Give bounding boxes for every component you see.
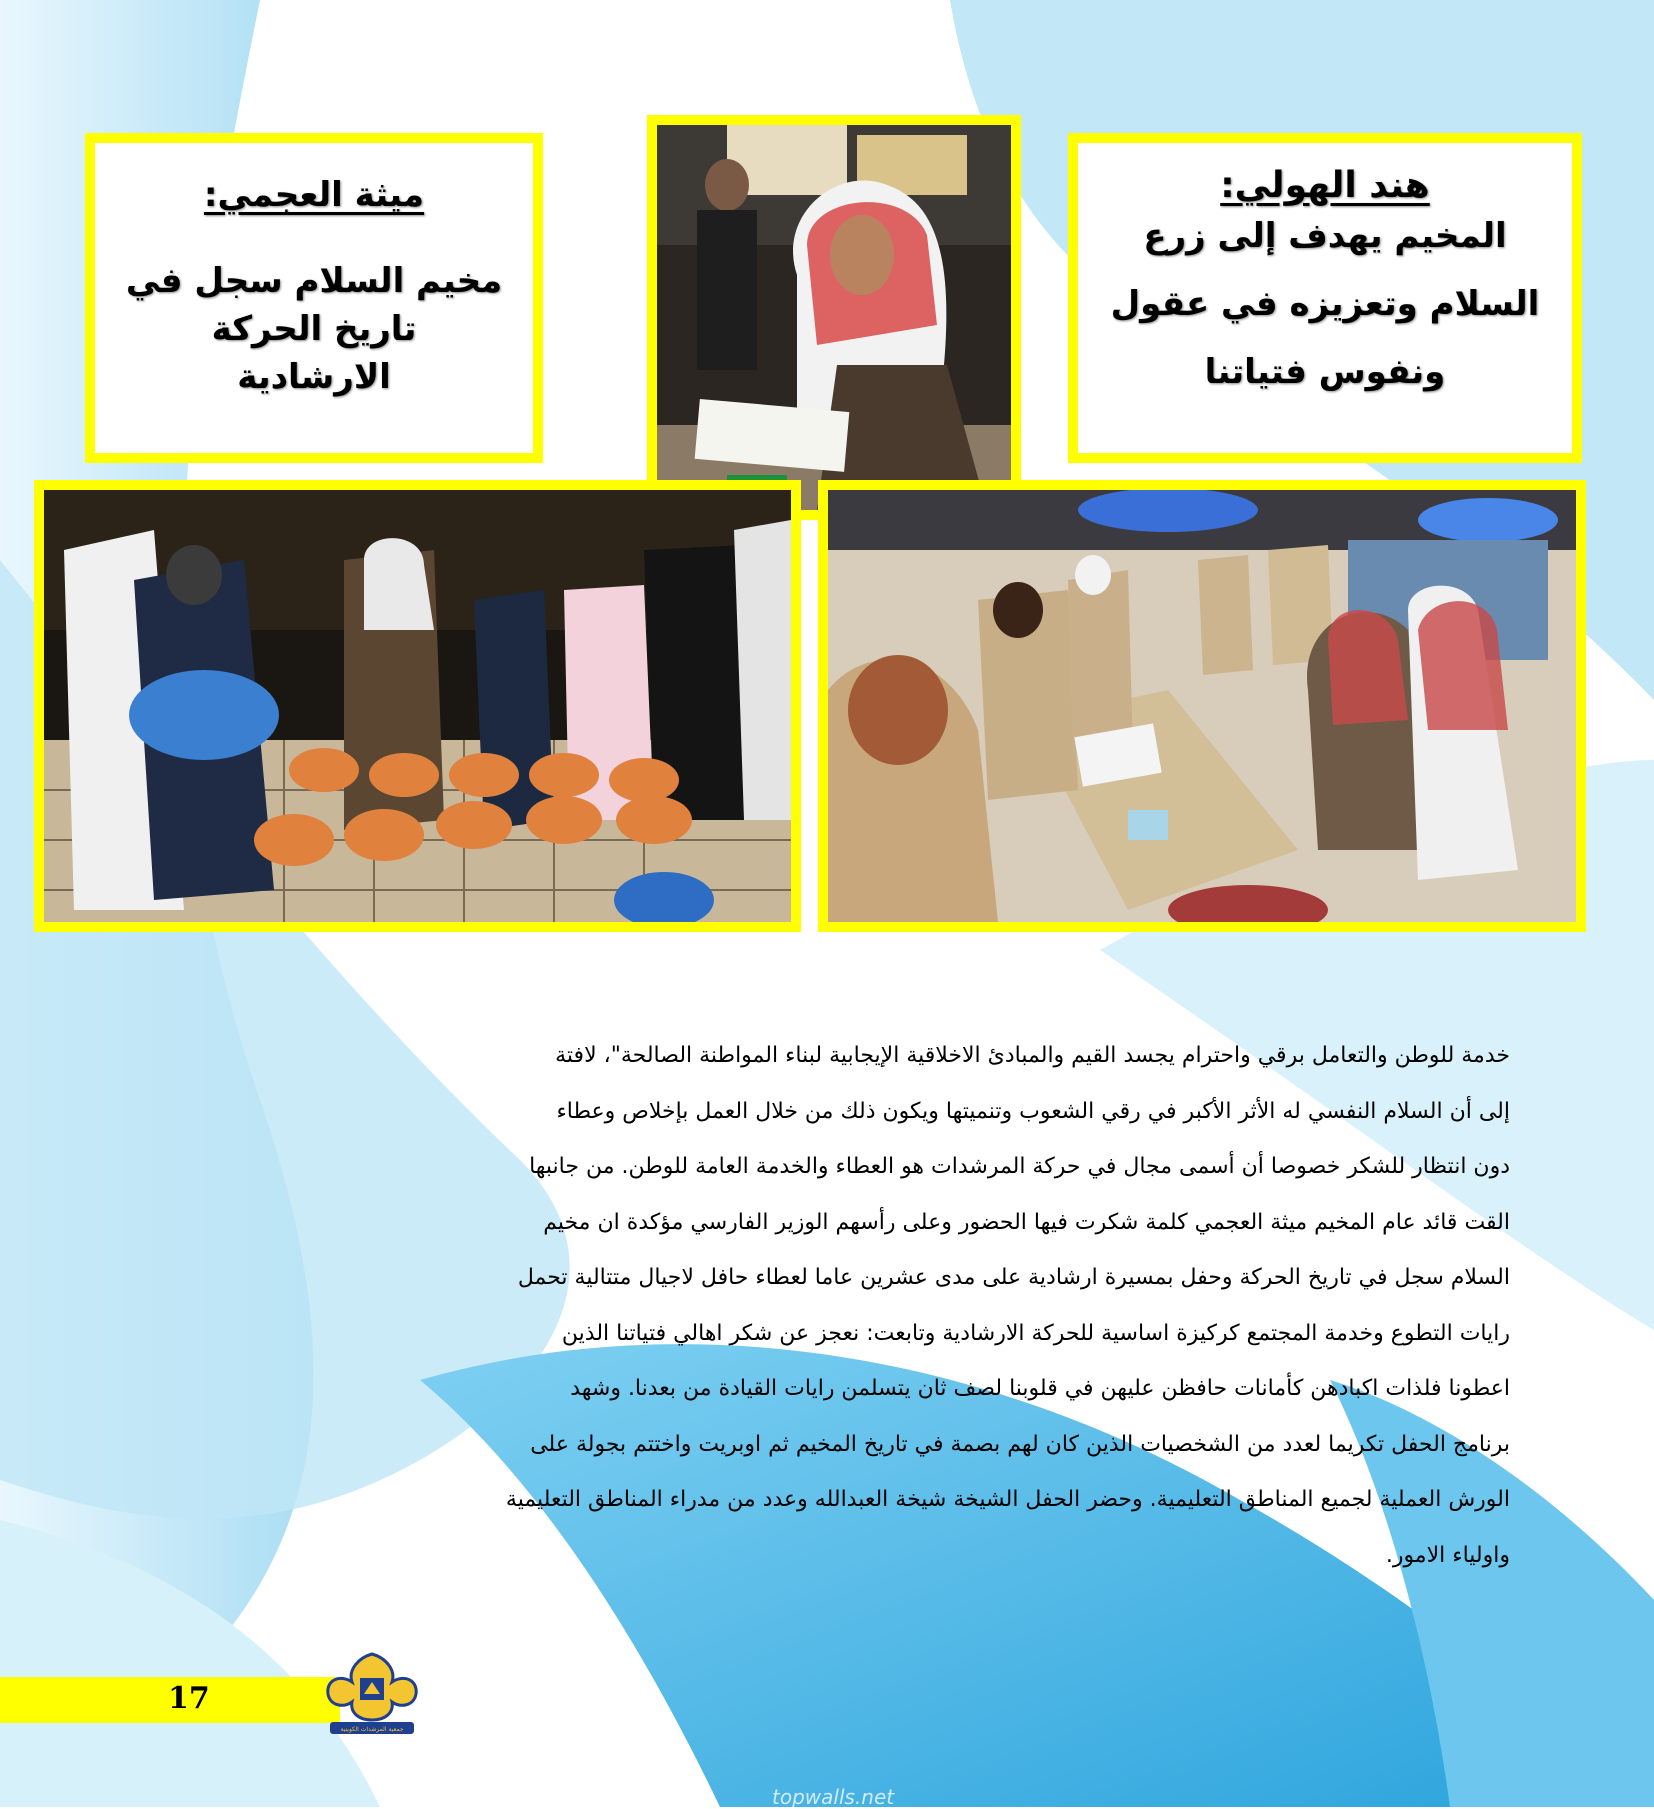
photo-exhibition (818, 480, 1586, 932)
emblem-caption: جمعية المرشدات الكويتية (340, 1726, 404, 1733)
article-line: القت قائد عام المخيم ميثة العجمي كلمة شكرت فيها الحضور وعلى رأسهم الوزير الفارسي مؤكدة ان مخيم (543, 1209, 1510, 1235)
article-line: خدمة للوطن والتعامل برقي واحترام يجسد القيم والمبادئ الاخلاقية الإيجابية لبناء المواطنة الصالحة"، لافتة (555, 1043, 1510, 1068)
article-line: الورش العملية لجميع المناطق التعليمية. وحضر الحفل الشيخة شيخة العبدالله وعدد من مدراء المناطق التعليمية (505, 1487, 1510, 1512)
watermark: topwalls.net (772, 1785, 895, 1809)
article-line: اعطونا فلذات اكبادهن كأمانات حافظن عليهن في قلوبنا لصف ثان يتسلمن رايات القيادة من بعدنا. وشهد (570, 1376, 1510, 1401)
article-line: رايات التطوع وخدمة المجتمع كركيزة اساسية للحركة الارشادية وتابعت: نعجز عن شكر اهالي فتياتنا الذين (561, 1320, 1510, 1346)
girl-guides-emblem-icon (322, 1648, 422, 1738)
quote-line: ونفوس فتياتنا (1204, 352, 1446, 392)
photo-exhibition-image (828, 490, 1576, 922)
page-number: 17 (168, 1681, 210, 1716)
quote-name-maitha (95, 175, 533, 215)
quote-box-hind (1068, 133, 1582, 463)
article-line: دون انتظار للشكر خصوصا أن أسمى مجال في حركة المرشدات هو العطاء والخدمة العامة للوطن. من جانبها (529, 1154, 1510, 1179)
photo-outdoor-tour (34, 480, 801, 932)
photo-signing-image (657, 125, 1011, 510)
quote-box-maitha (85, 133, 543, 463)
quote-line: المخيم يهدف إلى زرع (1143, 216, 1507, 256)
quote-speaker-name: ميثة العجمي: (203, 175, 425, 215)
quote-line: مخيم السلام سجل في (125, 261, 503, 301)
article-body (160, 1028, 1510, 1583)
article-line: واولياء الامور. (1385, 1542, 1510, 1568)
photo-outdoor-tour-image (44, 490, 791, 922)
quote-name-hind (1078, 165, 1572, 206)
quote-line: السلام وتعزيزه في عقول (1110, 284, 1540, 324)
article-line: إلى أن السلام النفسي له الأثر الأكبر في رقي الشعوب وتنميتها ويكون ذلك من خلال العمل بإخلاص وعطاء (556, 1098, 1510, 1124)
quote-line: تاريخ الحركة (211, 309, 417, 349)
article-line: السلام سجل في تاريخ الحركة وحفل بمسيرة ارشادية على مدى عشرين عاما لعطاء حافل لاجيال متتالية تحمل (517, 1265, 1510, 1290)
quote-speaker-name: هند الهولي: (1220, 165, 1430, 206)
photo-signing (647, 115, 1021, 520)
article-line: برنامج الحفل تكريما لعدد من الشخصيات الذين كان لهم بصمة في تاريخ المخيم ثم اوبريت واختتم بجولة على (530, 1431, 1510, 1457)
quote-line: الارشادية (237, 357, 391, 397)
